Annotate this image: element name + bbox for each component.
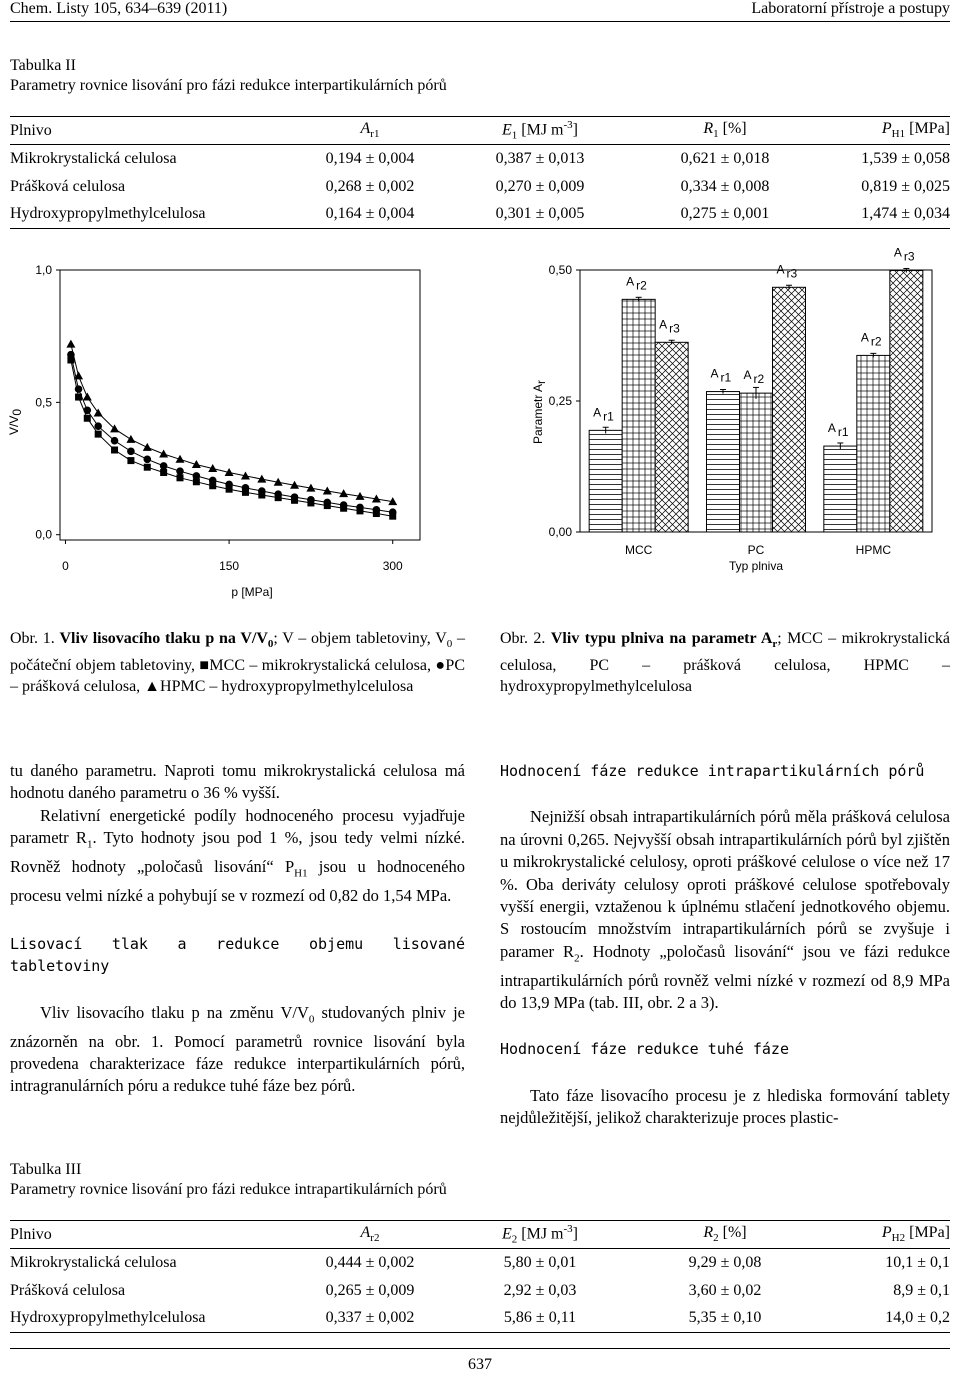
table-cell: Prášková celulosa — [10, 177, 126, 195]
right-column — [500, 760, 950, 1130]
table-cell: Hydroxypropylmethylcelulosa — [10, 201, 300, 229]
table-cell: 0,275 ± 0,001 — [640, 201, 810, 229]
paragraph: Vliv lisovacího tlaku p na změnu $V/V_0$ studovaných plniv je znázorněn na obr. 1. Pomocí parametrů rovnice lisování byla provedena charakterizace fáze redukce interpartikulárních pórů, intragranulárních póru a redukce tuhé fáze bez pórů. — [10, 1002, 465, 1096]
data-point-pc — [225, 481, 233, 489]
y-axis-label: V/V0 — [7, 408, 24, 436]
y-tick-label: 0,0 — [35, 527, 52, 542]
table-cell: 0,621 ± 0,018 — [680, 149, 770, 167]
data-point-pc — [307, 496, 315, 504]
table-cell: 5,86 ± 0,11 — [440, 1305, 640, 1333]
table-cell: 3,60 ± 0,02 — [688, 1281, 762, 1299]
data-markers — [66, 340, 397, 520]
y-tick-label: 0,25 — [548, 394, 572, 408]
bar-label: A r3 — [776, 262, 798, 281]
table-cell: 0,164 ± 0,004 — [300, 201, 440, 229]
x-tick-label: PC — [747, 543, 765, 557]
bar-label: A r3 — [893, 245, 915, 264]
bar-r1-pc — [707, 392, 740, 532]
data-point-pc — [323, 499, 331, 507]
data-point-hpmc — [159, 449, 168, 457]
data-point-pc — [356, 504, 364, 512]
table-cell: 0,268 ± 0,002 — [325, 177, 415, 195]
data-point-pc — [143, 455, 151, 463]
table3-title: Parametry rovnice lisování pro fázi redukce intrapartikulárních pórů — [10, 1181, 447, 1198]
bar-r2-mcc — [622, 299, 655, 532]
data-point-hpmc — [66, 340, 75, 348]
y-tick-label: 0,00 — [548, 525, 572, 539]
footer-rule — [10, 1348, 950, 1349]
data-point-pc — [83, 406, 91, 414]
section-heading: Hodnocení fáze redukce tuhé fáze — [500, 1040, 789, 1059]
figure1-caption: Obr. 1. Vliv lisovacího tlaku p na $V/V_0$; V – objem tabletoviny, $V_0$ – počáteční objem tabletoviny, ■MCC – mikrokrystalická celulosa, ●PC – prášková celulosa, ▲HPMC – hydroxypropylmethylcelulosa — [10, 630, 466, 696]
bar-label: A r2 — [860, 330, 882, 349]
bar-r2-hpmc — [857, 355, 890, 532]
x-tick-label: MCC — [625, 543, 653, 557]
x-tick-label: 300 — [382, 559, 403, 573]
table-row — [10, 1305, 950, 1333]
bar-r2-pc — [740, 393, 773, 532]
data-point-pc — [176, 467, 184, 475]
table-cell: 5,80 ± 0,01 — [503, 1253, 577, 1271]
y-tick-label: 1,0 — [35, 263, 52, 277]
col-header: $R_2$ [%] — [640, 1221, 810, 1249]
plot-frame — [60, 270, 420, 540]
table2 — [10, 116, 950, 229]
y-tick-label: 0,50 — [548, 263, 572, 277]
table-cell: 0,334 ± 0,008 — [680, 177, 770, 195]
bar-label: A r2 — [626, 274, 647, 293]
table-cell: 14,0 ± 0,2 — [810, 1305, 950, 1333]
data-point-mcc — [95, 431, 102, 438]
table-cell: 0,444 ± 0,002 — [325, 1253, 415, 1271]
table-cell: 0,301 ± 0,005 — [440, 201, 640, 229]
table2-label: Tabulka II — [10, 57, 76, 74]
table-cell: Prášková celulosa — [10, 1281, 126, 1299]
data-point-pc — [94, 422, 102, 430]
bar-r3-hpmc — [890, 271, 923, 532]
data-point-pc — [242, 484, 250, 492]
data-point-pc — [75, 385, 83, 393]
table-row — [10, 173, 950, 201]
table-row — [10, 1249, 950, 1277]
bar-label: A r1 — [710, 366, 732, 385]
data-point-pc — [373, 506, 381, 514]
data-point-hpmc — [143, 443, 152, 451]
table-cell: 5,35 ± 0,10 — [640, 1305, 810, 1333]
table-row — [10, 201, 950, 229]
col-header: $A_{r1}$ — [300, 117, 440, 145]
data-point-pc — [258, 487, 266, 495]
table-cell: 0,194 ± 0,004 — [325, 149, 415, 167]
bar-r1-hpmc — [824, 446, 857, 532]
paragraph: Relativní energetické podíly hodnoceného procesu vyjadřuje parametr $R_1$. Tyto hodnoty jsou pod 1 %, jsou tedy velmi nízké. Rovněž hodnoty „poločasů lisování“ $P_{H1}$ jsou u hodnoceného procesu velmi nízké a pohybují se v rozmezí od 0,82 do 1,54 MPa. — [10, 805, 465, 905]
left-column — [10, 760, 465, 1098]
table-cell: 9,29 ± 0,08 — [688, 1253, 762, 1271]
data-point-hpmc — [126, 435, 135, 443]
bar-r3-mcc — [655, 342, 688, 532]
bar-r3-pc — [773, 287, 806, 532]
table-cell: 1,474 ± 0,034 — [810, 201, 950, 229]
table-cell: 0,270 ± 0,009 — [495, 177, 585, 195]
data-point-pc — [127, 448, 135, 456]
table-cell: 10,1 ± 0,1 — [885, 1253, 950, 1271]
y-axis-label: Parametr Ar — [531, 379, 548, 445]
x-axis-label: Typ plniva — [728, 559, 784, 573]
bar-label: A r1 — [827, 421, 849, 440]
figure1-chart — [0, 262, 470, 607]
table2-header-row — [10, 117, 950, 145]
fit-curve-hpmc — [71, 344, 393, 502]
bar-label: A r2 — [743, 368, 765, 387]
data-point-pc — [111, 437, 119, 445]
table2-title: Parametry rovnice lisování pro fázi redukce interpartikulárních pórů — [10, 77, 447, 94]
x-axis-label: p [MPa] — [231, 585, 273, 599]
table-cell: 0,819 ± 0,025 — [861, 177, 950, 195]
bar-label: A r1 — [593, 405, 614, 424]
table-row — [10, 1277, 950, 1305]
col-header: $E_2$ [MJ $m^{-3}$] — [440, 1221, 640, 1249]
table-cell: 0,265 ± 0,009 — [325, 1281, 415, 1299]
col-header: $E_1$ [MJ $m^{-3}$] — [440, 117, 640, 145]
page-number: 637 — [468, 1356, 492, 1373]
data-point-pc — [193, 472, 201, 480]
section-heading: Lisovací tlak a redukce objemu lisované tabletoviny — [10, 935, 465, 976]
data-point-mcc — [84, 415, 91, 422]
col-header: $A_{r2}$ — [300, 1221, 440, 1249]
bar-label: A r3 — [659, 317, 680, 336]
x-tick-label: 0 — [62, 559, 69, 573]
table3-header-row — [10, 1221, 950, 1249]
x-tick-label: HPMC — [855, 543, 892, 557]
col-header: $P_{H2}$ [MPa] — [810, 1221, 950, 1249]
col-header: Plnivo — [10, 1221, 300, 1249]
table3 — [10, 1220, 950, 1333]
paragraph: Nejnižší obsah intrapartikulárních pórů měla prášková celulosa na úrovni 0,265. Nejvyšší obsah intrapartikulárních pórů byl zjištěn u mikrokrystalické celulosy, oproti práškové celulose o více než 17 %. Oba deriváty celulosy oproti práškové celulose spotřebovaly vyšší energii, vztaženou k úplnému stlačení jednotkového objemu. S rostoucím množstvím intrapartikulárních pórů se zvyšuje i paramer $R_2$. Hodnoty „poločasů lisování“ jsou ve fázi redukce intrapartikulárních pórů rovněž velmi nízké v rozmezí od 8,9 MPa do 13,9 MPa (tab. III, obr. 2 a 3). — [500, 807, 950, 1012]
table-row — [10, 145, 950, 173]
data-point-pc — [291, 493, 299, 501]
col-header: $P_{H1}$ [MPa] — [810, 117, 950, 145]
paragraph: tu daného parametru. Naproti tomu mikrokrystalická celulosa má hodnotu daného parametru o 36 % vyšší. — [10, 761, 465, 803]
table3-label: Tabulka III — [10, 1161, 82, 1178]
data-point-pc — [389, 508, 397, 516]
table-cell: Hydroxypropylmethylcelulosa — [10, 1305, 300, 1333]
y-tick-label: 0,5 — [35, 395, 52, 410]
table-cell: Mikrokrystalická celulosa — [10, 149, 177, 167]
paragraph: Tato fáze lisovacího procesu je z hlediska formování tablety nejdůležitější, jelikož charakterizuje proces plastic- — [500, 1085, 950, 1128]
data-point-pc — [209, 477, 217, 485]
figure2-caption: Obr. 2. Vliv typu plniva na parametr $A_r$; MCC – mikrokrystalická celulosa, PC – prášková celulosa, HPMC – hydroxypropylmethylcelulosa — [500, 630, 951, 696]
data-point-pc — [160, 462, 168, 470]
x-tick-label: 150 — [219, 559, 240, 573]
figure2-chart — [480, 245, 960, 607]
section-heading: Hodnocení fáze redukce intrapartikulárních pórů — [500, 762, 925, 780]
table-cell: 2,92 ± 0,03 — [503, 1281, 577, 1299]
data-point-mcc — [177, 474, 184, 481]
data-point-pc — [274, 490, 282, 498]
table-cell: Mikrokrystalická celulosa — [10, 1253, 177, 1271]
table-cell: 1,539 ± 0,058 — [861, 149, 950, 167]
data-point-pc — [340, 501, 348, 509]
data-point-mcc — [160, 469, 167, 476]
bar-r1-mcc — [589, 430, 622, 532]
data-point-mcc — [127, 457, 134, 464]
table-cell: 0,337 ± 0,002 — [300, 1305, 440, 1333]
col-header: Plnivo — [10, 117, 300, 145]
running-header — [10, 0, 950, 22]
section-title: Laboratorní přístroje a postupy — [751, 0, 950, 17]
data-point-mcc — [111, 447, 118, 454]
journal-citation: Chem. Listy 105, 634–639 (2011) — [10, 0, 228, 17]
col-header: $R_1$ [%] — [640, 117, 810, 145]
data-point-hpmc — [94, 408, 103, 416]
table-cell: 0,387 ± 0,013 — [495, 149, 585, 167]
data-point-mcc — [144, 464, 151, 471]
bar-group — [589, 246, 923, 532]
data-point-hpmc — [83, 393, 92, 401]
table-cell: 8,9 ± 0,1 — [893, 1281, 950, 1299]
